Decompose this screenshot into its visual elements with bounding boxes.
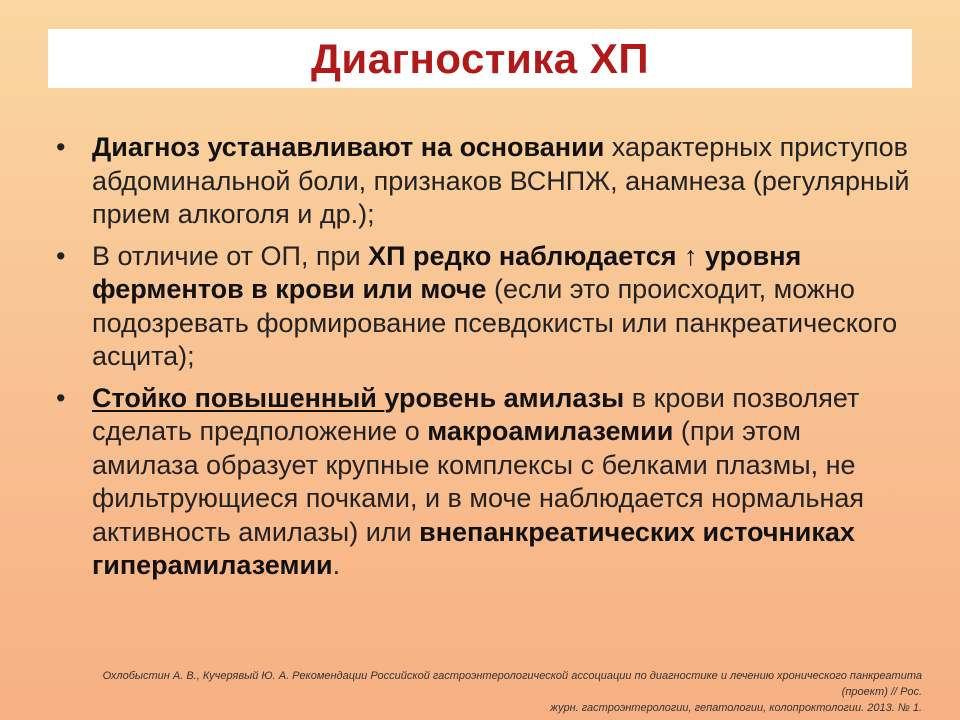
slide-title: Диагностика ХП [310,34,650,82]
bullet-bold-text: внепанкреатических источниках гиперамилаземии [92,516,855,580]
citation-footer [72,668,922,716]
bullet-bold-text: макроамилаземии [427,416,674,446]
bullet-text: характерных приступов абдоминальной боли, признаков ВСНПЖ, анамнеза (регулярный прием алкоголя и др.); [92,132,910,229]
bullet-text: . [332,550,341,580]
bullet-text: (если это происходит, можно подозревать формирование псевдокисты или панкреатического асцита); [92,274,898,371]
bullet-item [52,240,912,374]
bullet-bold-text: уровень амилазы [384,382,625,413]
bullet-item [52,382,912,583]
bullet-text: в крови позволяет сделать предположение о [92,382,860,446]
bullet-text: (при этом амилаза образует крупные комплексы с белками плазмы, не фильтрующиеся почками, и в моче наблюдается нормальная активность амилазы) или [92,416,865,547]
title-box [48,29,912,88]
citation-line-1: Охлобыстин А. В., Кучерявый Ю. А. Рекомендации Российской гастроэнтерологической ассоциации по диагностике и лечению хронического панкреатита (проект) // Рос. [102,670,922,698]
bullet-marker: • [56,132,66,162]
bullet-bold-wrapper [92,383,384,413]
bullet-text: В отличие от ОП, при [92,240,369,271]
bullet-list [52,131,912,591]
citation-line-2: журн. гастроэнтерологии, гепатологии, колопроктологии. 2013. № 1. [550,702,922,714]
bullet-underlined-bold-text: Стойко повышенный [92,382,385,413]
bullet-bold-text: ХП редко наблюдается ↑ уровня ферментов в крови или моче [92,240,802,304]
bullet-marker: • [56,240,66,271]
bullet-item [52,131,912,232]
bullet-bold-text: Диагноз устанавливают на основании [92,132,605,162]
bullet-marker: • [56,382,66,413]
